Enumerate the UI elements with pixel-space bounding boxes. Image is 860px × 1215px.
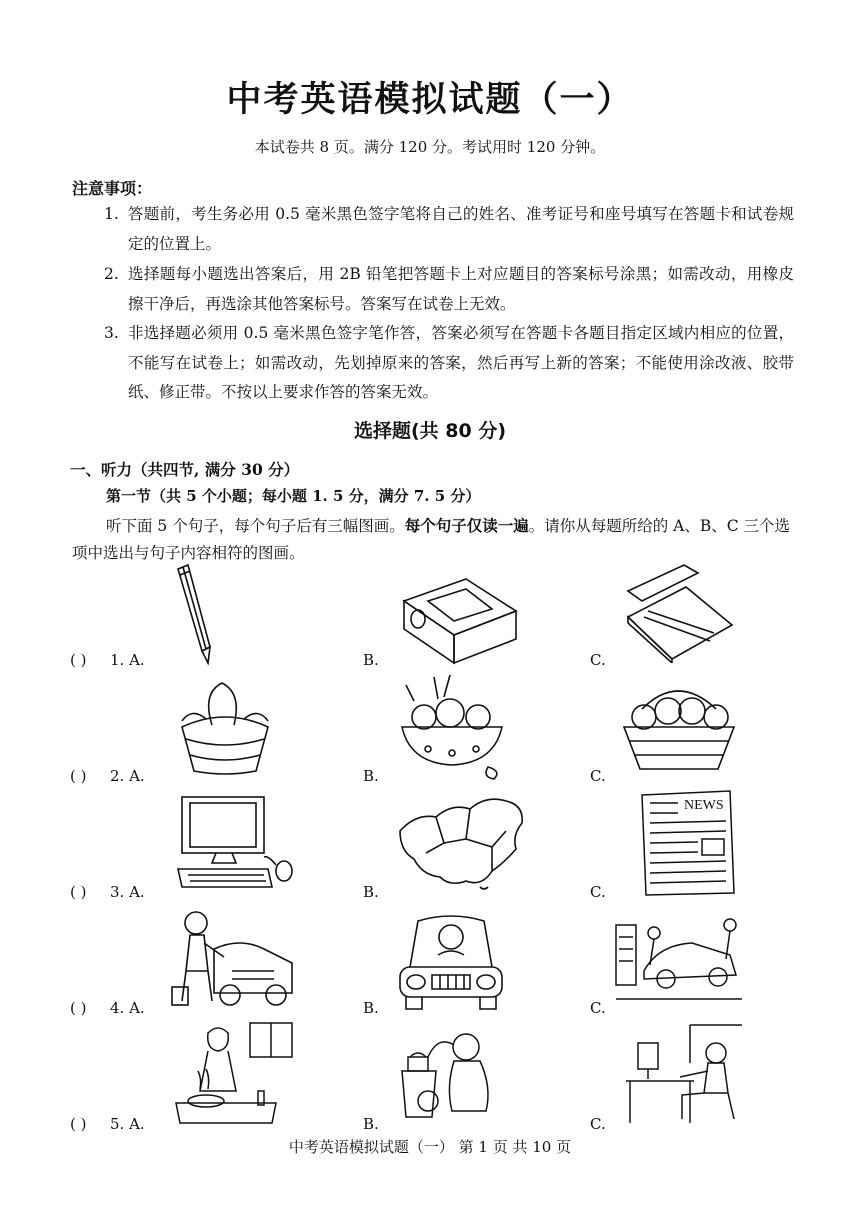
pencil-sharpener-picture	[396, 571, 524, 667]
notice-item-1	[104, 200, 794, 259]
notice-item-text: 选择题每小题选出答案后，用 2B 铅笔把答题卡上对应题目的答案标号涂黑；如需改动，用橡皮擦干净后，再选涂其他答案标号。答案写在试卷上无效。	[128, 265, 794, 313]
answer-blank: ( )	[70, 767, 87, 785]
map-of-china-picture	[396, 791, 530, 893]
option-b-label: B.	[363, 999, 379, 1017]
instructions-text: 听下面 5 个句子，每个句子后有三幅图画。	[106, 517, 405, 535]
phone-woman-picture	[398, 1027, 518, 1127]
pen-box-picture	[624, 563, 736, 663]
cooking-woman-picture	[172, 1019, 296, 1129]
washing-car-picture	[168, 909, 296, 1013]
instructions-emphasis: 每个句子仅读一遍	[404, 516, 529, 535]
question-row-5	[0, 1017, 860, 1133]
notice-item-text: 答题前，考生务必用 0.5 毫米黑色签字笔将自己的姓名、准考证号和座号填写在答题卡和试卷规定的位置上。	[128, 205, 794, 253]
sub-section-heading: 第一节（共 5 个小题；每小题 1. 5 分，满分 7. 5 分）	[106, 487, 481, 505]
notice-item-number: 1.	[104, 205, 119, 223]
question-number: 5. A.	[110, 1115, 145, 1133]
notice-item-number: 3.	[104, 324, 119, 342]
option-b-label: B.	[363, 767, 379, 785]
question-number: 1. A.	[110, 651, 145, 669]
page-footer: 中考英语模拟试题（一） 第 1 页 共 10 页	[288, 1138, 572, 1156]
fruit-basket-picture	[618, 679, 740, 775]
pencil-picture	[168, 563, 218, 667]
option-c-label: C.	[590, 651, 606, 669]
vegetable-basket-picture	[172, 677, 278, 777]
answer-blank: ( )	[70, 883, 87, 901]
question-number: 3. A.	[110, 883, 145, 901]
notice-item-number: 2.	[104, 265, 119, 283]
question-row-1	[0, 553, 860, 669]
section-title: 选择题(共 80 分)	[353, 420, 507, 442]
notice-heading: 注意事项：	[72, 179, 153, 198]
option-c-label: C.	[590, 767, 606, 785]
notice-item-3	[104, 319, 794, 408]
question-row-2	[0, 669, 860, 785]
answer-blank: ( )	[70, 1115, 87, 1133]
newspaper-picture	[638, 789, 736, 897]
exam-title: 中考英语模拟试题（一）	[226, 79, 634, 120]
question-row-4	[0, 901, 860, 1017]
office-woman-picture	[624, 1023, 748, 1127]
computer-picture	[176, 795, 298, 891]
answer-blank: ( )	[70, 999, 87, 1017]
question-number: 2. A.	[110, 767, 145, 785]
newspaper-headline: NEWS	[684, 798, 724, 813]
option-c-label: C.	[590, 1115, 606, 1133]
option-c-label: C.	[590, 883, 606, 901]
notice-item-text: 非选择题必须用 0.5 毫米黑色签字笔作答，答案必须写在答题卡各题目指定区域内相应的位置，不能写在试卷上；如需改动，先划掉原来的答案，然后再写上新的答案；不能使用涂改液、胶带纸、修正带。不按以上要求作答的答案无效。	[128, 324, 794, 401]
instructions-text-end: 。请你从每题所给的 A、B、C 三个选项中选出与句子内容相符的图画。	[72, 517, 791, 562]
option-b-label: B.	[363, 883, 379, 901]
notice-item-2	[104, 260, 794, 319]
exam-subtitle: 本试卷共 8 页。满分 120 分。考试用时 120 分钟。	[254, 138, 606, 156]
repairing-car-picture	[614, 915, 744, 1007]
question-number: 4. A.	[110, 999, 145, 1017]
question-row-3	[0, 785, 860, 901]
option-b-label: B.	[363, 651, 379, 669]
option-c-label: C.	[590, 999, 606, 1017]
fruit-bowl-picture	[394, 671, 510, 781]
part-one-heading: 一、听力（共四节, 满分 30 分）	[70, 460, 300, 479]
driving-car-picture	[396, 909, 506, 1013]
option-b-label: B.	[363, 1115, 379, 1133]
answer-blank: ( )	[70, 651, 87, 669]
